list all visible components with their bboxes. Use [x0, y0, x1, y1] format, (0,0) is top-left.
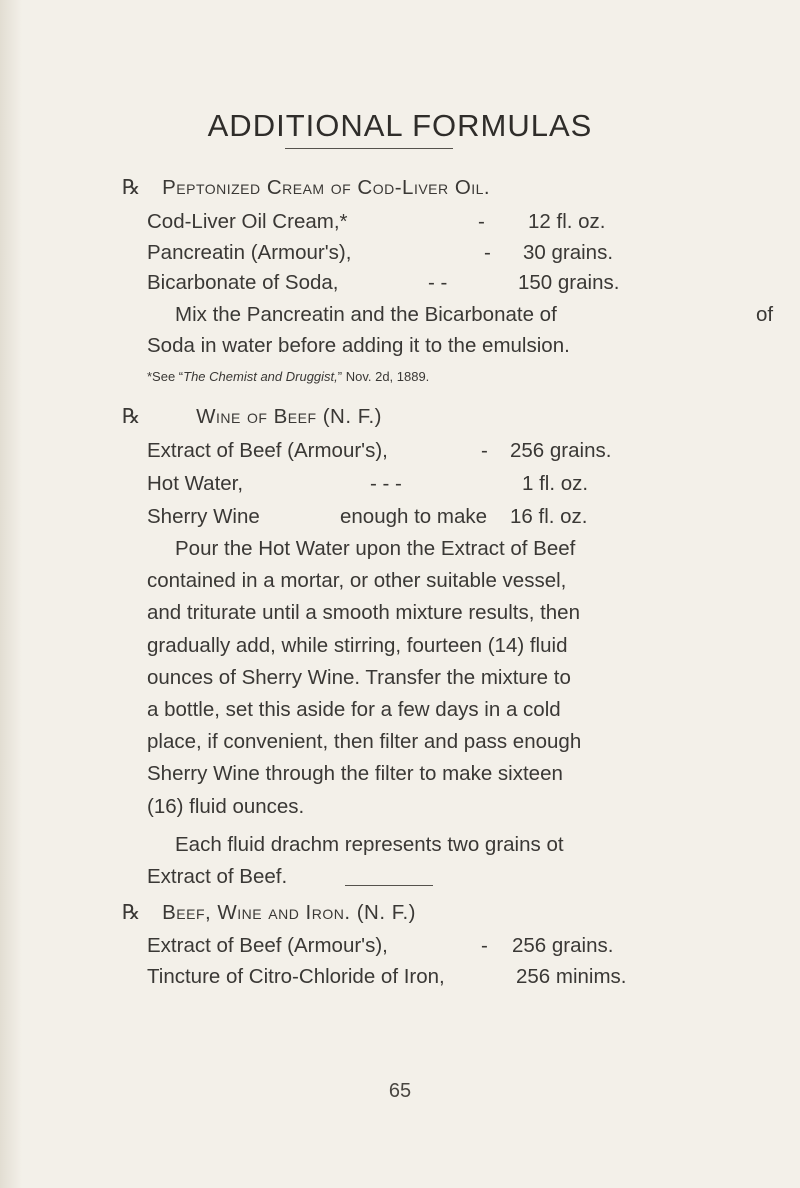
page-header: ADDITIONAL FORMULAS	[207, 108, 593, 143]
page-edge-shadow	[0, 0, 22, 1188]
section-rule	[345, 885, 433, 886]
footnote: *See “The Chemist and Druggist,” Nov. 2d, 1889.	[147, 369, 430, 384]
page-number: 65	[388, 1080, 412, 1102]
section-3-title: ℞ Beef, Wine and Iron. (N. F.)	[122, 901, 417, 924]
section-1-directions-line: Soda in water before adding it to the emulsion.	[147, 334, 570, 357]
section-1-directions-tail: of	[756, 303, 774, 326]
rx-symbol: ℞	[122, 176, 141, 199]
header-rule	[285, 148, 453, 149]
rx-symbol: ℞	[122, 901, 141, 924]
section-1-directions-line: Mix the Pancreatin and the Bicarbonate of	[175, 303, 557, 326]
rx-symbol: ℞	[122, 405, 141, 428]
section-1-title: ℞ Peptonized Cream of Cod-Liver Oil.	[122, 176, 491, 199]
section-2-title: ℞ Wine of Beef (N. F.)	[122, 405, 383, 428]
section-2-note: Each fluid drachm represents two grains ot Extract of Beef.	[147, 833, 564, 889]
section-2-directions: Pour the Hot Water upon the Extract of Beef contained in a mortar, or other suitable vessel, and triturate until a smooth mixture results, then gradually add, while stirring, fourteen (14) fluid ounces of Sherry Wine. Transfer the mixture to a bottle, set this aside for a few days in a cold place, if convenient, then filter and pass enough Sherry Wine through the filter to make sixteen (16) fluid ounces.	[147, 537, 582, 818]
